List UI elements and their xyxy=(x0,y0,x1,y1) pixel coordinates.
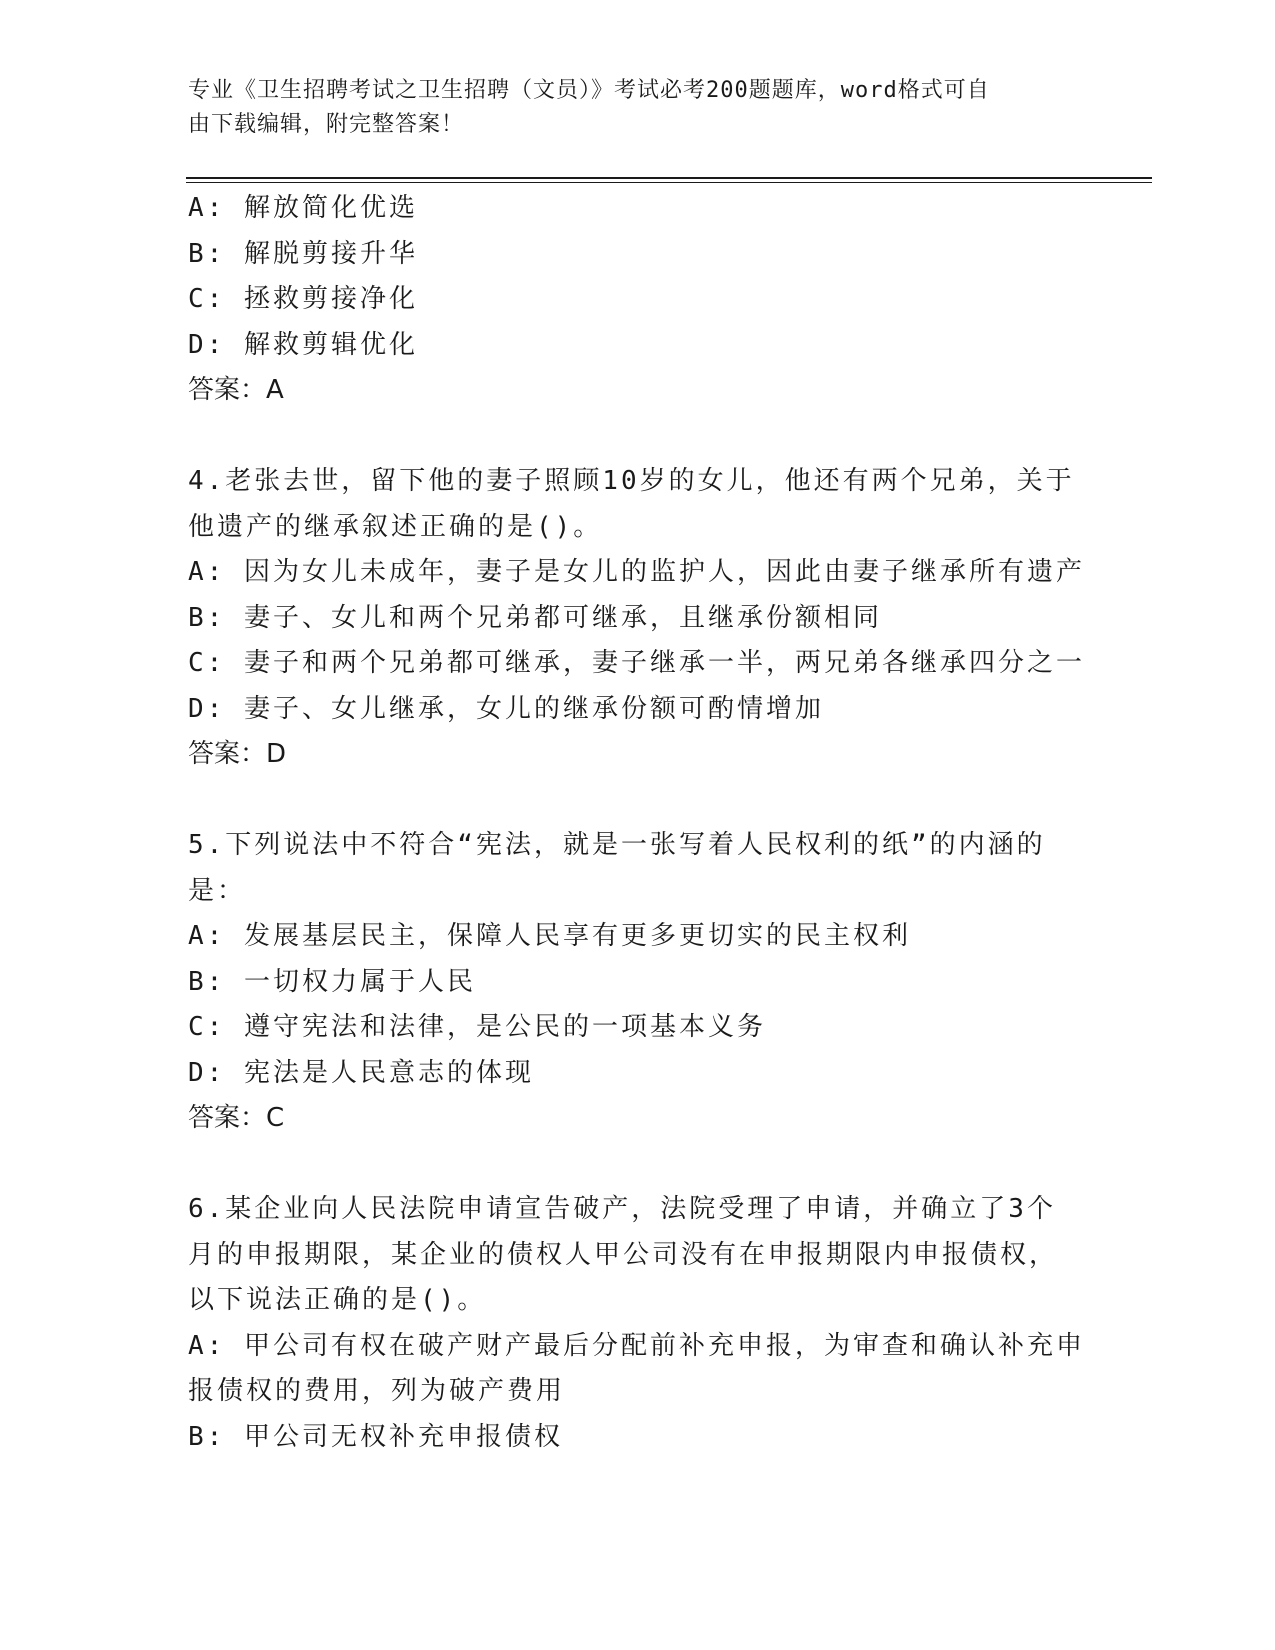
answer-line: 答案：D xyxy=(188,739,287,769)
header-title-line-1: 专业《卫生招聘考试之卫生招聘（文员）》考试必考200题题库，word格式可自 xyxy=(188,78,990,103)
spacer xyxy=(188,1142,1088,1188)
option-b: B: 一切权力属于人民 xyxy=(188,966,476,997)
answer-line: 答案：A xyxy=(188,375,284,405)
option-d: D: 宪法是人民意志的体现 xyxy=(188,1057,534,1088)
question-stem-line-3: 以下说法正确的是()。 xyxy=(188,1285,487,1315)
option-c: C: 妻子和两个兄弟都可继承，妻子继承一半，两兄弟各继承四分之一 xyxy=(188,648,1085,678)
question-stem-line-1: 4.老张去世，留下他的妻子照顾10岁的女儿，他还有两个兄弟，关于 xyxy=(188,466,1075,496)
question-stem-line-1: 5.下列说法中不符合“宪法，就是一张写着人民权利的纸”的内涵的 xyxy=(188,830,1046,860)
question-stem-line-2: 是： xyxy=(188,875,247,906)
option-a: A: 解放简化优选 xyxy=(188,193,418,223)
question-stem-line-2: 他遗产的继承叙述正确的是()。 xyxy=(188,511,603,542)
answer-line: 答案：C xyxy=(188,1103,285,1133)
option-a-line-2: 报债权的费用，列为破产费用 xyxy=(188,1376,566,1406)
option-a: A: 因为女儿未成年，妻子是女儿的监护人，因此由妻子继承所有遗产 xyxy=(188,557,1085,587)
header-divider-thick xyxy=(186,177,1152,179)
option-d: D: 妻子、女儿继承，女儿的继承份额可酌情增加 xyxy=(188,693,824,724)
spacer xyxy=(188,778,1088,824)
spacer xyxy=(188,414,1088,460)
option-b: B: 妻子、女儿和两个兄弟都可继承，且继承份额相同 xyxy=(188,602,882,633)
option-d: D: 解救剪辑优化 xyxy=(188,329,418,360)
option-a: A: 发展基层民主，保障人民享有更多更切实的民主权利 xyxy=(188,921,911,951)
document-header xyxy=(188,74,1088,142)
header-title-line-2: 由下载编辑，附完整答案！ xyxy=(188,112,465,137)
option-b: B: 甲公司无权补充申报债权 xyxy=(188,1421,563,1452)
header-divider-thin xyxy=(186,182,1152,183)
option-c: C: 遵守宪法和法律，是公民的一项基本义务 xyxy=(188,1012,766,1042)
option-a-line-1: A: 甲公司有权在破产财产最后分配前补充申报，为审查和确认补充申 xyxy=(188,1330,1085,1361)
question-stem-line-1: 6.某企业向人民法院申请宣告破产，法院受理了申请，并确立了3个 xyxy=(188,1194,1056,1224)
question-list xyxy=(188,186,1088,1460)
option-c: C: 拯救剪接净化 xyxy=(188,284,418,314)
question-4 xyxy=(188,459,1088,778)
question-3 xyxy=(188,186,1088,414)
option-b: B: 解脱剪接升华 xyxy=(188,238,418,269)
question-5 xyxy=(188,823,1088,1142)
question-stem-line-2: 月的申报期限，某企业的债权人甲公司没有在申报期限内申报债权， xyxy=(188,1239,1059,1270)
question-6 xyxy=(188,1187,1088,1460)
